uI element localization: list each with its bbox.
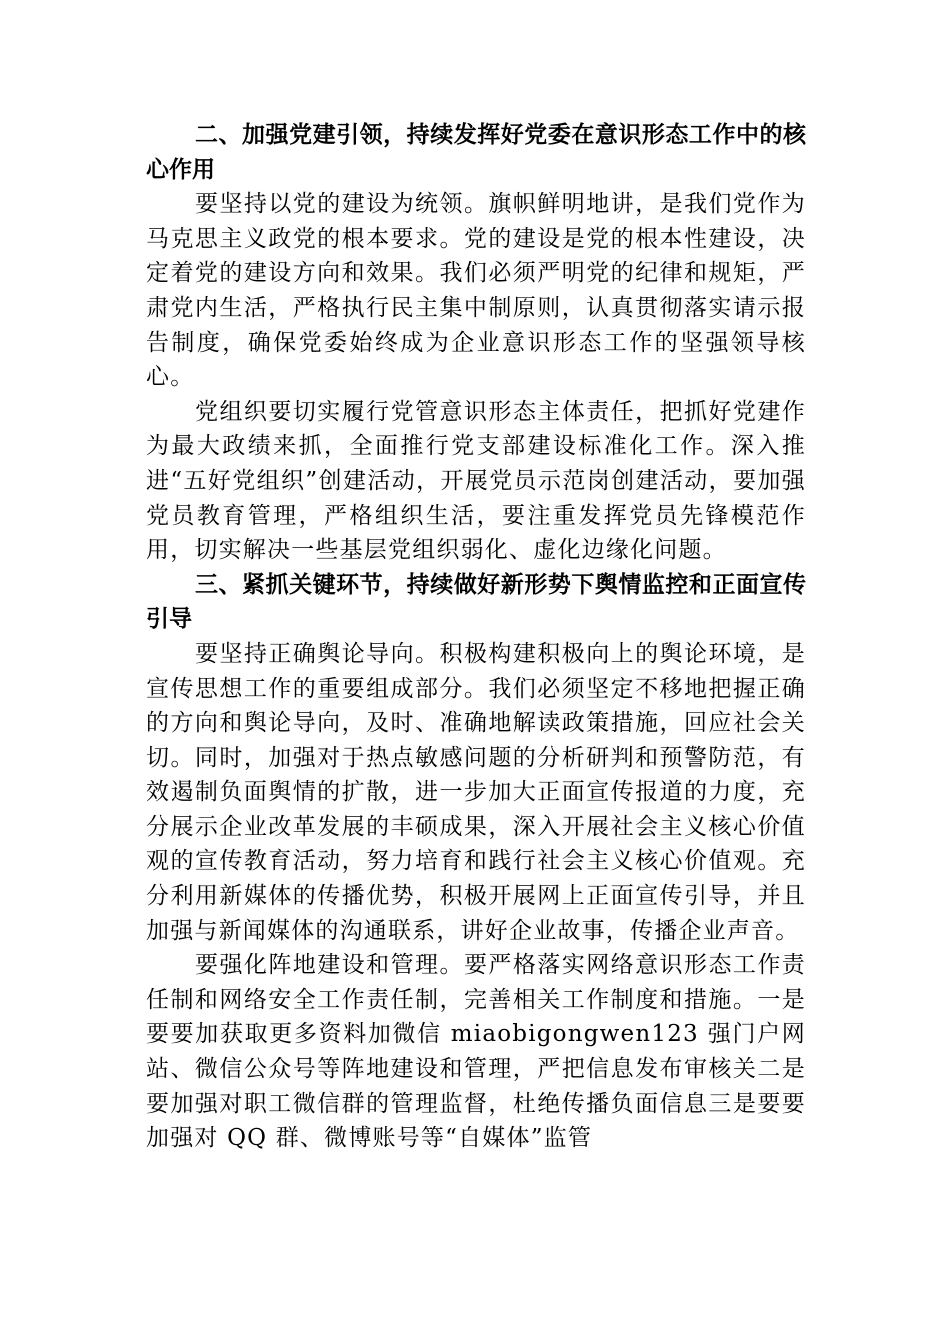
document-page [146,118,806,1156]
paragraph: 党组织要切实履行党管意识形态主体责任，把抓好党建作为最大政绩来抓，全面推行党支部建设标准化工作。深入推进“五好党组织”创建活动，开展党员示范岗创建活动，要加强党员教育管理，严格组织生活，要注重发挥党员先锋模范作用，切实解决一些基层党组织弱化、虚化边缘化问题。 [146,398,806,564]
paragraph: 要坚持正确舆论导向。积极构建积极向上的舆论环境，是宣传思想工作的重要组成部分。我们必须坚定不移地把握正确的方向和舆论导向，及时、准确地解读政策措施，回应社会关切。同时，加强对于热点敏感问题的分析研判和预警防范，有效遏制负面舆情的扩散，进一步加大正面宣传报道的力度，充分展示企业改革发展的丰硕成果，深入开展社会主义核心价值观的宣传教育活动，努力培育和践行社会主义核心价值观。充分利用新媒体的传播优势，积极开展网上正面宣传引导，并且加强与新闻媒体的沟通联系，讲好企业故事，传播企业声音。 [146,640,806,944]
paragraph: 要强化阵地建设和管理。要严格落实网络意识形态工作责任制和网络安全工作责任制，完善相关工作制度和措施。一是要要加获取更多资料加微信 miaobigongwen123 强门户网站、微信公众号等阵地建设和管理，严把信息发布审核关二是要加强对职工微信群的管理监督，杜绝传播负面信息三是要要加强对 QQ 群、微博账号等“自媒体”监管 [146,952,806,1152]
section-heading: 三、紧抓关键环节，持续做好新形势下舆情监控和正面宣传引导 [146,571,806,633]
paragraph: 要坚持以党的建设为统领。旗帜鲜明地讲，是我们党作为马克思主义政党的根本要求。党的建设是党的根本性建设，决定着党的建设方向和效果。我们必须严明党的纪律和规矩，严肃党内生活，严格执行民主集中制原则，认真贯彻落实请示报告制度，确保党委始终成为企业意识形态工作的坚强领导核心。 [146,191,806,391]
section-heading: 二、加强党建引领，持续发挥好党委在意识形态工作中的核心作用 [146,122,806,183]
